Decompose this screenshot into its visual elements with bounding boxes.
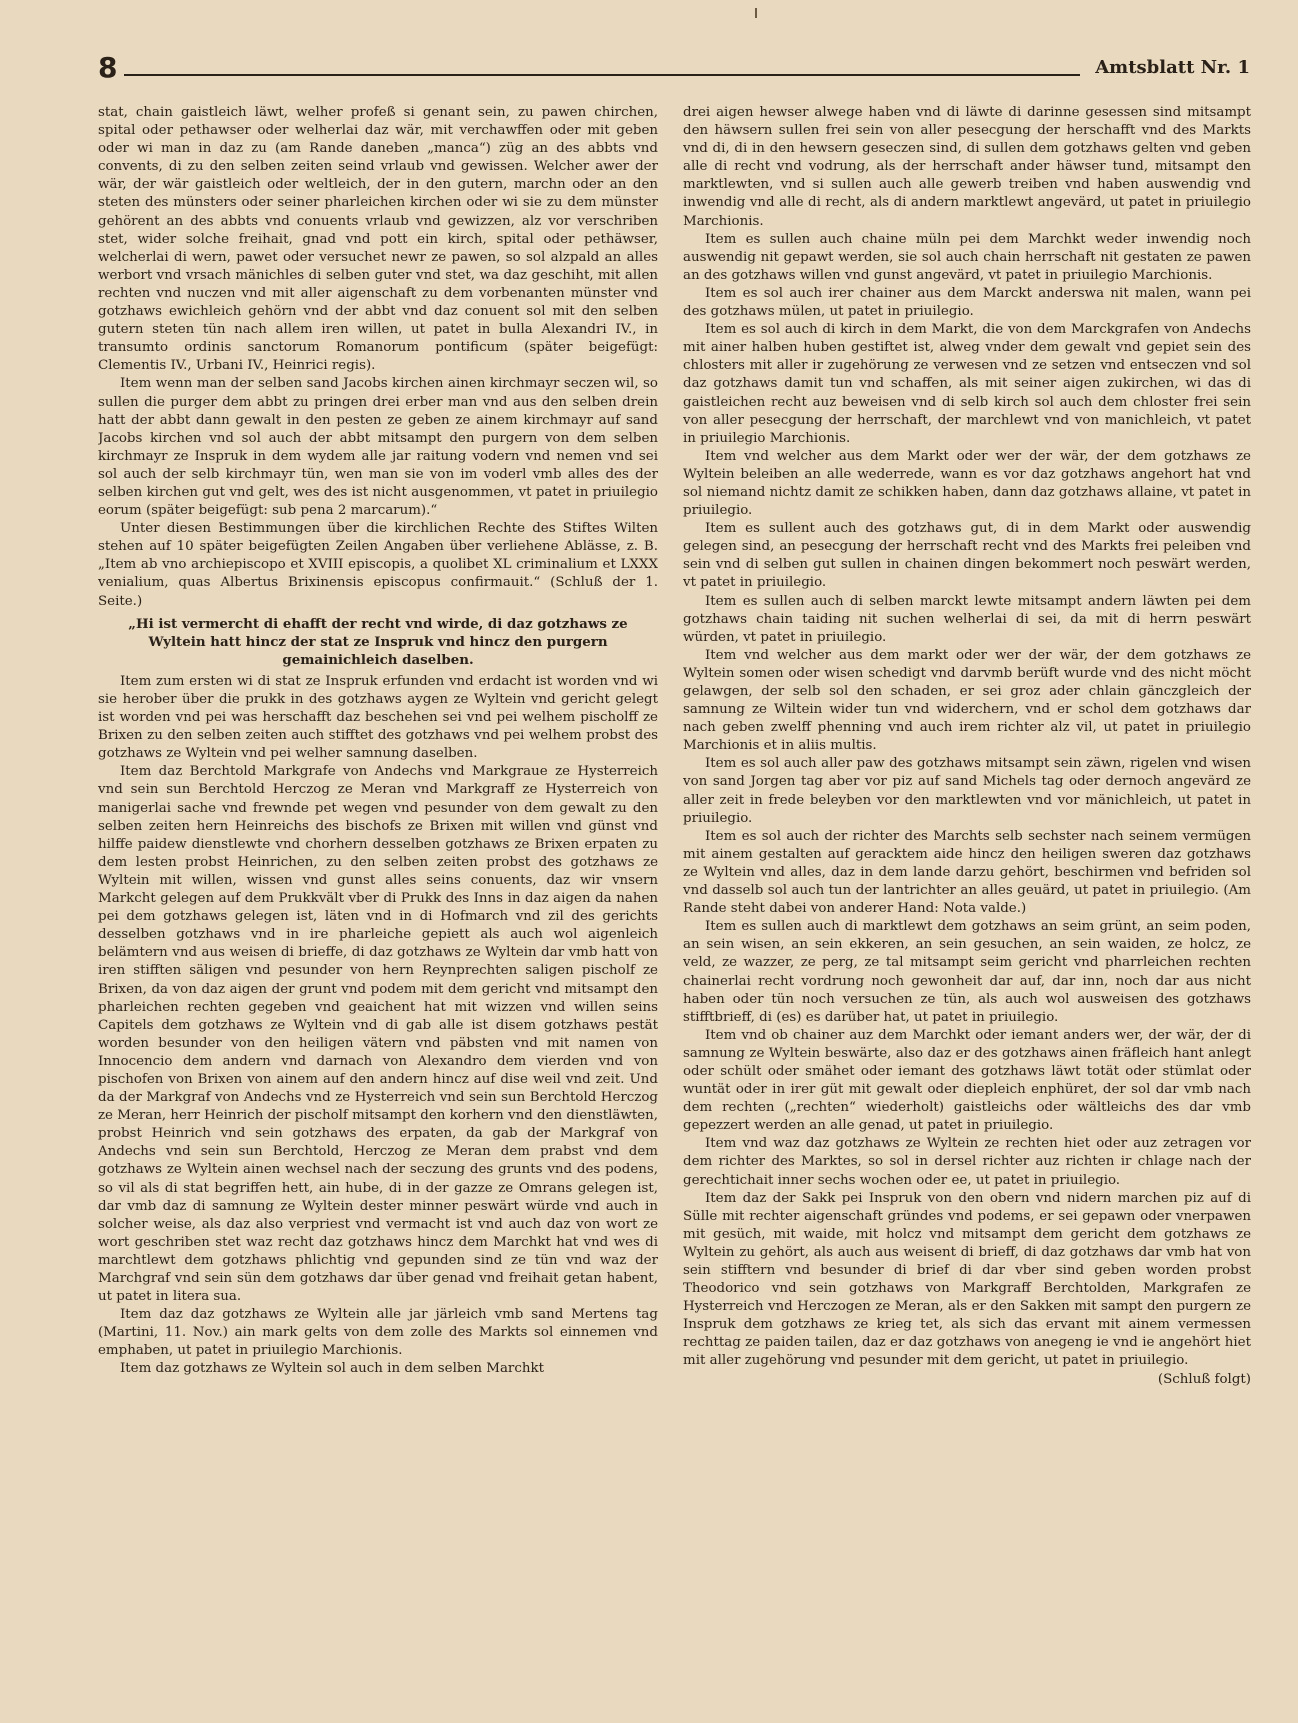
- paragraph: Item es sullen auch di marktlewt dem gotzhaws an seim grünt, an seim poden, an sein wisen, an sein ekkeren, an sein gesuchen, an sein waiden, ze holcz, ze veld, ze wazzer, ze perg, ze tal mitsampt seim gericht vnd pharrleichen rechten chainerlai recht vordrung noch gewonheit dar auf, dar inn, noch dar aus nicht haben oder tün noch versuchen ze tün, als auch wol ausweisen des gotzhaws stifftbrieff, di (es) es darüber hat, ut patet in priuilegio.: [683, 919, 1251, 1025]
- continuation-note: (Schluß folgt): [1157, 1371, 1251, 1387]
- paragraph: Item es sol auch der richter des Marchts selb sechster nach seinem vermügen mit ainem gestalten auf geracktem aide hincz den heiligen sweren daz gotzhaws ze Wyltein vnd alles, daz in dem lande darzu gehört, beschirmen vnd befriden sol vnd dasselb sol auch tun der lantrichter an alles geuärd, ut patet in priuilegio. (Am Rande steht dabei von anderer Hand: Nota valde.): [683, 828, 1251, 917]
- header-rule: [124, 74, 1080, 76]
- paragraph: Item es sol auch irer chainer aus dem Marckt anderswa nit malen, wann pei des gotzhaws mülen, ut patet in priuilegio.: [683, 285, 1251, 320]
- paragraph: Item es sullen auch di selben marckt lewte mitsampt andern läwten pei dem gotzhaws chain taiding nit suchen welherlai di sei, da mit di herrn peswärt würden, vt patet in priuilegio.: [683, 593, 1251, 645]
- paragraph: Item daz der Sakk pei Inspruk von den obern vnd nidern marchen piz auf di Sülle mit rechter aigenschaft gründes vnd podems, er sei gepawn oder vnerpawen mit gesüch, mit waide, mit holcz vnd mitsampt dem gericht dem gotzhaws ze Wyltein zu gehört, als auch aus weisent di brieff, di daz gotzhaws dar vmb hat von sein stifftern vnd besunder di brief di dar vber sind geben worden probst Theodorico vnd sein gotzhaws von Markgraff Berchtolden, Markgrafen ze Hysterreich vnd Herczogen ze Meran, als er den Sakken mit sampt den purgern ze Inspruk dem gotzhaws ze krieg tet, als sich das ervant mit ainem vermessen rechttag ze paiden tailen, daz er daz gotzhaws von anegeng ie vnd ie angehört hiet mit aller zugehörung vnd pesunder mit dem gericht, ut patet in priuilegio.: [683, 1190, 1251, 1369]
- paragraph: Item es sol auch di kirch in dem Markt, die von dem Marckgrafen von Andechs mit ainer halben huben gestiftet ist, alweg vnder dem gewalt vnd gepiet sein des chlosters mit aller ir zugehörung ze verwesen vnd ze setzen vnd entseczen vnd sol daz gotzhaws damit tun vnd schaffen, als mit seiner aigen zukirchen, wi das di gaistleichen recht auz beweisen vnd di selb kirch sol auch dem chloster frei sein von aller pesecgung der herrschaft, der marchlewt vnd von manichleich, vt patet in priuilegio Marchionis.: [683, 322, 1251, 446]
- paragraph: Item daz Berchtold Markgrafe von Andechs vnd Markgraue ze Hysterreich vnd sein sun Berchtold Herczog ze Meran vnd Markgraff ze Hysterreich von manigerlai sache vnd frewnde pet wegen vnd pesunder von dem gewalt zu den selben zeiten hern Heinreichs des bischofs ze Brixen mit willen vnd günst vnd hilffe paidew dienstlewte vnd chorhern desselben gotzhaws ze Brixen erpaten zu dem lesten probst Heinrichen, zu den selben zeiten probst des gotzhaws ze Wyltein mit willen, wissen vnd gunst alles seins conuents, daz wir vnsern Markcht gelegen auf dem Prukkvält vber di Prukk des Inns in daz aigen da nahen pei dem gotzhaws gelegen ist, läten vnd in di Hofmarch vnd zil des gerichts desselben gotzhaws vnd in ire pharleiche gepiett als auch wol aigenleich belämtern vnd aus weisen di brieffe, di daz gotzhaws ze Wyltein dar vmb hatt von iren stifften säligen vnd pesunder von hern Reynprechten saligen pischolf ze Brixen, da von daz aigen der grunt vnd podem mit dem gericht vnd mitsampt den pharleichen rechten gegeben vnd geaichent hat mit wizzen vnd willen seins Capitels dem gotzhaws ze Wyltein vnd di gab alle ist disem gotzhaws pestät worden besunder von den heiligen vätern vnd päbsten vnd mit namen von Innocencio dem andern vnd darnach von Alexandro dem vierden vnd von pischofen von Brixen von ainem auf den andern hincz auf dise weil vnd zeit. Und da der Markgraf von Andechs vnd ze Hysterreich vnd sein sun Berchtold Herczog ze Meran, herr Heinrich der pischolf mitsampt den korhern vnd den dienstläwten, probst Heinrich vnd sein gotzhaws des erpaten, da gab der Markgraf von Andechs vnd sein sun Berchtold, Herczog ze Meran dem prabst vnd dem gotzhaws ze Wyltein ainen wechsel nach der seczung des grunts vnd des podens, so vil als di stat begriffen hett, ain hube, di in der gazze ze Omrans gelegen ist, dar vmb daz di samnung ze Wyltein dester minner peswärt würde vnd auch in solcher weise, als daz also verpriest vnd vermacht ist vnd auch daz von wort ze wort geschriben stet waz recht daz gotzhaws hincz dem Marchkt hat vnd wes di marchtlewt dem gotzhaws phlichtig vnd gepunden sind ze tün vnd waz der Marchgraf vnd sein sün dem gotzhaws dar über genad vnd freihait getan habent, ut patet in litera sua.: [98, 764, 658, 1305]
- paragraph: Item vnd waz daz gotzhaws ze Wyltein ze rechten hiet oder auz zetragen vor dem richter des Marktes, so sol in dersel richter auz richten ir chlage nach der gerechtichait inner sechs wochen oder ee, ut patet in priuilegio.: [683, 1136, 1251, 1188]
- paragraph: Item vnd welcher aus dem markt oder wer der wär, der dem gotzhaws ze Wyltein somen oder wisen schedigt vnd darvmb berüft wurde vnd des nicht möcht gelawgen, der selb sol den schaden, er sei groz ader chlain gänczgleich der samnung ze Wiltein wider tun vnd widerchern, vnd er schol dem gotzhaws dar nach geben zwelff phenning vnd auch irem richter alz vil, ut patet in priuilegio Marchionis et in aliis multis.: [683, 647, 1251, 754]
- section-heading: „Hi ist vermercht di ehafft der recht vnd wirde, di daz gotzhaws ze Wyltein hatt hincz der stat ze Inspruk vnd hincz den purgern gemainichleich daselben.: [128, 615, 628, 668]
- paragraph: drei aigen hewser alwege haben vnd di läwte di darinne gesessen sind mitsampt den häwsern sullen frei sein von aller pesecgung der herschafft vnd des Markts vnd di, di in den hewsern geseczen sind, di sullen dem gotzhaws gelten vnd geben alle di recht vnd vodrung, als der herrschaft ander häwser tund, mitsampt den marktlewten, vnd si sullen auch alle gewerb treiben vnd haben auswendig vnd inwendig vnd alle di recht, als di andern marktlewt angevärd, ut patet in priuilegio Marchionis.: [683, 105, 1251, 229]
- paragraph: Item daz gotzhaws ze Wyltein sol auch in dem selben Marchkt: [120, 1361, 544, 1377]
- paragraph: Item daz daz gotzhaws ze Wyltein alle jar järleich vmb sand Mertens tag (Martini, 11. Nov.) ain mark gelts von dem zolle des Markts sol einnemen vnd emphaben, ut patet in priuilegio Marchionis.: [98, 1307, 658, 1359]
- paragraph: Item es sullen auch chaine müln pei dem Marchkt weder inwendig noch auswendig nit gepawt werden, sie sol auch chain herrschaft nit gestaten ze pawen an des gotzhaws willen vnd gunst angevärd, vt patet in priuilegio Marchionis.: [683, 231, 1251, 283]
- paragraph: Item vnd welcher aus dem Markt oder wer der wär, der dem gotzhaws ze Wyltein beleiben an alle wederrede, wann es vor daz gotzhaws angehort hat vnd sol niemand nichtz damit ze schikken haben, dann daz gotzhaws allaine, vt patet in priuilegio.: [683, 448, 1251, 519]
- paragraph: Item es sullent auch des gotzhaws gut, di in dem Markt oder auswendig gelegen sind, an pesecgung der herrschaft recht vnd des Markts frei peleiben vnd sein vnd di selben gut sullen in chainen dingen bekommert noch peswärt werden, vt patet in priuilegio.: [683, 521, 1251, 591]
- scan-mark: [755, 8, 757, 18]
- paragraph: Item wenn man der selben sand Jacobs kirchen ainen kirchmayr seczen wil, so sullen die purger dem abbt zu pringen drei erber man vnd aus den selben drein hatt der abbt dann gewalt in den pesten ze geben ze ainem kirchmayr auf sand Jacobs kirchen vnd sol auch der abbt mitsampt den purgern von dem selben kirchmayr ze Inspruk in dem wydem alle jar raitung vodern vnd nemen vnd sei sol auch der selb kirchmayr tün, wen man sie von im voderl vmb alles des der selben kirchen gut vnd gelt, wes des ist nicht ausgenommen, vt patet in priuilegio eorum (später beigefügt: sub pena 2 marcarum).“: [98, 376, 658, 519]
- paragraph: Item es sol auch aller paw des gotzhaws mitsampt sein zäwn, rigelen vnd wisen von sand Jorgen tag aber vor piz auf sand Michels tag oder dernoch angevärd ze aller zeit in frede beleyben vor den marktlewten vnd vor mänichleich, ut patet in priuilegio.: [683, 756, 1251, 826]
- paragraph: Unter diesen Bestimmungen über die kirchlichen Rechte des Stiftes Wilten stehen auf 10 später beigefügten Zeilen Angaben über verliehene Ablässe, z. B. „Item ab vno archiepiscopo et XVIII episcopis, a quolibet XL criminalium et LXXX venialium, quas Albertus Brixinensis episcopus confirmauit.“ (Schluß der 1. Seite.): [98, 521, 658, 609]
- paragraph: stat, chain gaistleich läwt, welher profeß si genant sein, zu pawen chirchen, spital oder pethawser oder welherlai daz wär, mit verchawffen oder mit geben oder wi man in daz zu (am Rande daneben „manca“) züg an des abbts vnd convents, di zu den selben zeiten seind vrlaub vnd gewissen. Welcher awer der wär, der wär gaistleich oder weltleich, der in den gutern, marchn oder an den steten des münsters oder seiner pharleichen kirchen oder wi sie zu dem münster gehörent an des abbts vnd conuents vrlaub vnd gewizzen, alz vor verschriben stet, wider solche freihait, gnad vnd pott ein kirch, spital oder pethäwser, welcherlai di wern, pawet oder versuchet newr ze pawen, so sol alzpald an alles werbort vnd vrsach mänichles di selben guter vnd stet, wa daz geschiht, mit allen rechten vnd nuczen vnd mit aller aigenschaft zu dem vorbenanten münster vnd gotzhaws ewichleich gehörn vnd der abbt vnd daz conuent sol mit den selben gutern steten tün nach allem iren willen, ut patet in bulla Alexandri IV., in transumto ordinis sanctorum Romanorum pontificum (später beigefügt: Clementis IV., Urbani IV., Heinrici regis).: [98, 105, 658, 374]
- paragraph: Item zum ersten wi di stat ze Inspruk erfunden vnd erdacht ist worden vnd wi sie herober über die prukk in des gotzhaws aygen ze Wyltein vnd gericht gelegt ist worden vnd pei was herschafft daz beschehen sei vnd pei welhem pischolff ze Brixen zu den selben zeiten auch stifftet des gotzhaws vnd pei welhem probst des gotzhaws ze Wyltein vnd pei welher samnung daselben.: [98, 673, 658, 762]
- left-column: [98, 104, 658, 1704]
- page-number: 8: [98, 51, 118, 84]
- page-header: [98, 52, 1250, 86]
- paragraph: Item vnd ob chainer auz dem Marchkt oder iemant anders wer, der wär, der di samnung ze Wyltein beswärte, also daz er des gotzhaws ainen fräfleich hant anlegt oder schült oder smähet oder iemant des gotzhaws läwt totät oder stümlat oder wuntät oder in irer güt mit gewalt oder diepleich enphüret, der sol dar vmb nach dem rechten („rechten“ wiederholt) gaistleichs oder wältleichs des dar vmb gepezzert werden an alle genad, ut patet in priuilegio.: [683, 1027, 1251, 1134]
- publication-title: Amtsblatt Nr. 1: [1095, 57, 1250, 78]
- right-column: [683, 104, 1251, 1704]
